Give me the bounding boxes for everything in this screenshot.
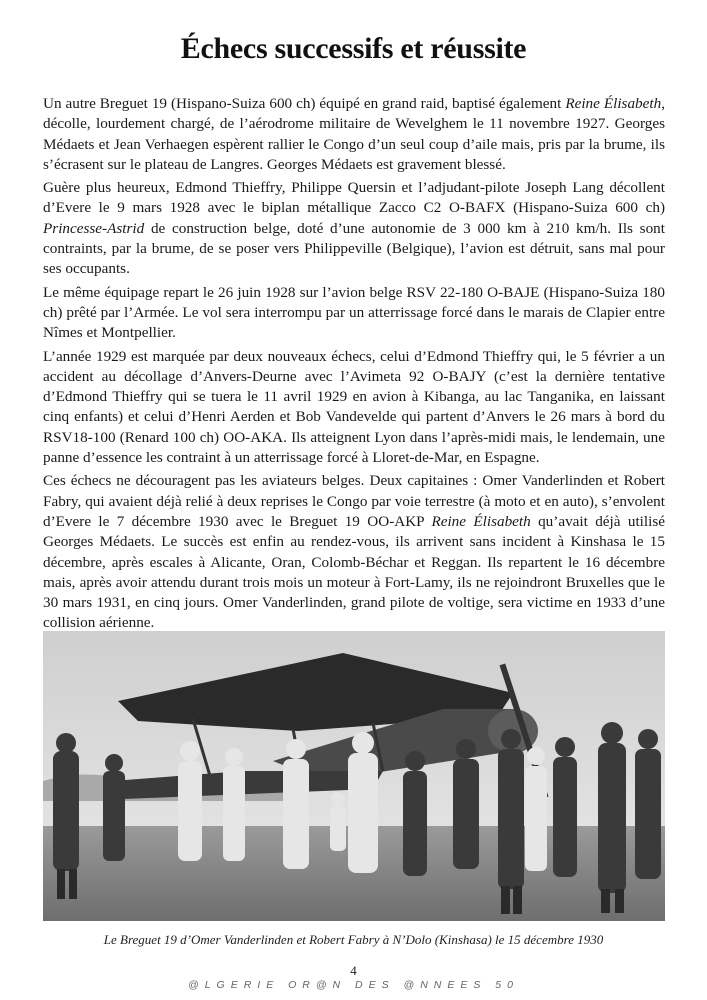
footer-title: @LGERIE OR@N DES @NNEES 50 — [188, 979, 519, 991]
text-run: Un autre Breguet 19 (Hispano-Suiza 600 ch) équipé en grand raid, baptisé également — [43, 95, 566, 112]
text-run: L’année 1929 est marquée par deux nouveaux échecs, celui d’Edmond Thieffry qui, le 5 février a un accident au décollage d’Anvers-Deurne avec l’Avimeta 92 O-BAJY (c’est la dernière tentative d’Edmond Thieffry qui se tuera le 11 avril 1929 en avion à Kibanga, au lac Tanganika, en laissant cinq enfants) et celui d’Henri Aerden et Bob Vandevelde qui partent d’Anvers le 26 mars à bord du RSV18-100 (Renard 100 ch) OO-AKA. Ils atteignent Lyon dans l’après-midi mais, le lendemain, une panne d’essence les contraint à un atterrissage forcé à Lloret-de-Mar, en Espagne. — [43, 347, 665, 467]
historical-photo — [43, 631, 665, 921]
article-body — [43, 94, 665, 637]
photo-caption: Le Breguet 19 d’Omer Vanderlinden et Robert Fabry à N’Dolo (Kinshasa) le 15 décembre 1930 — [103, 932, 604, 947]
text-run: de construction belge, doté d’une autonomie de 3 000 km à 210 km/h. Ils sont contraints, par la brume, de se poser vers Philippeville (Belgique), l’avion est détruit, sans mal pour ses occupants. — [43, 219, 665, 278]
aircraft-name: Reine Élisabeth — [431, 512, 531, 530]
paragraph — [43, 283, 665, 344]
text-run: Le même équipage repart le 26 juin 1928 sur l’avion belge RSV 22-180 O-BAJE (Hispano-Suiza 180 ch) prêté par l’Armée. Le vol sera interrompu par un atterrissage forcé dans le marais de Clapier entre Nîmes et Montpellier. — [43, 283, 665, 342]
paragraph — [43, 94, 665, 175]
aircraft-name: Reine Élisabeth — [565, 95, 662, 112]
breguet-aircraft-crowd-image — [43, 631, 665, 921]
text-run: qu’avait déjà utilisé Georges Médaets. Le succès est enfin au rendez-vous, ils arrivent sans incident à Kinshasa le 15 décembre, après escales à Alicante, Oran, Colomb-Béchar et Reggan. Ils repartent le 16 décembre mais, après avoir attendu durant trois mois un moteur à Fort-Lamy, ils ne rejoindront Bruxelles que le 30 mars 1931, en cinq jours. Omer Vanderlinden, grand pilote de voltige, sera victime en 1933 d’une collision aérienne. — [43, 512, 665, 632]
paragraph — [43, 347, 665, 469]
paragraph — [43, 178, 665, 279]
text-run: Ces échecs ne découragent pas les aviateurs belges. Deux capitaines : Omer Vanderlinden et Robert Fabry, qui avaient déjà relié à deux reprises le Congo par voie terrestre (à moto et en auto), s’envolent d’Evere le 7 décembre 1930 avec le Breguet 19 OO-AKP — [43, 472, 665, 530]
aircraft-name: Princesse-Astrid — [43, 219, 145, 237]
text-run: , décolle, lourdement chargé, de l’aérodrome militaire de Wevelghem le 11 novembre 1927. Georges Médaets et Jean Verhaegen espèrent rallier le Congo d’un seul coup d’aile mais, pris par la brume, ils s’écrasent sur le plateau de Langres. Georges Médaets est gravement blessé. — [43, 95, 665, 173]
paragraph — [43, 471, 665, 633]
page-number: 4 — [350, 963, 357, 978]
text-run: Guère plus heureux, Edmond Thieffry, Philippe Quersin et l’adjudant-pilote Joseph Lang décollent d’Evere le 9 mars 1928 avec le biplan métallique Zacco C2 O-BAFX (Hispano-Suiza 600 ch) — [43, 179, 665, 217]
page-title: Échecs successifs et réussite — [180, 32, 527, 65]
